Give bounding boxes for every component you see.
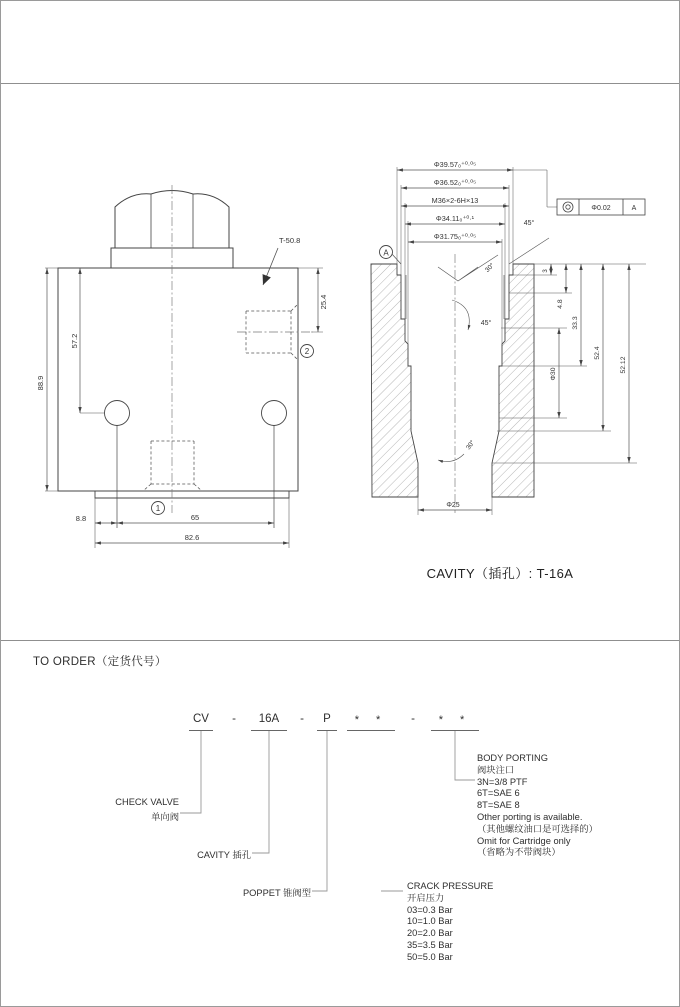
code-dash-2: - [300,713,304,725]
code-model: CV [189,711,213,731]
body-porting-option: （其他螺纹油口是可选择的） [477,823,598,834]
crack-pressure-option: 20=2.0 Bar [407,928,453,939]
angle-seat: 30° [483,261,496,274]
tolerance-datum: A [631,205,637,212]
dim-depth-52-4: 52.4 [594,346,601,360]
angle-chamfer-top: 45° [523,220,535,227]
code-dash-3: - [411,713,415,725]
label-check-valve-zh: 单向阀 [151,812,179,822]
svg-text:A: A [383,248,389,258]
crack-pressure-option: 35=3.5 Bar [407,939,453,950]
concentricity-icon [563,202,573,212]
body-porting-option: 8T=SAE 8 [477,800,520,811]
dim-body-width: 82.6 [184,533,200,542]
crack-pressure-subtitle: 开启压力 [407,892,445,903]
dim-dia-36-52: Φ36.52₀⁺⁰·⁰⁵ [433,178,477,187]
cavity-caption: CAVITY（插孔）: T-16A [426,566,574,581]
body-porting-option: （省略为不带阀块） [477,847,561,858]
dim-hole-spacing: 65 [190,513,200,522]
code-dash-1: - [232,713,236,725]
cavity-wall-left [371,264,418,497]
dim-thread-spec: M36×2-6H×13 [431,196,479,205]
angle-chamfer-bottom: 30° [465,439,477,452]
balloon-1 [152,502,165,515]
dim-dia-39-57: Φ39.57₀⁺⁰·⁰⁵ [433,160,477,169]
code-cavity: 16A [251,711,287,731]
front-view [58,191,301,529]
label-poppet: POPPET 锥阀型 [242,888,311,898]
technical-drawing [1,84,679,640]
thread-size-label: T-50.8 [279,236,301,245]
code-poppet: P [317,711,337,731]
label-cavity: CAVITY 插孔 [197,850,251,860]
technical-drawing-area [1,84,679,640]
crack-pressure-title: CRACK PRESSURE [407,881,494,891]
crack-pressure-block [407,881,493,964]
body-porting-option: 6T=SAE 6 [477,788,520,799]
code-crack-pressure: * * [347,711,395,731]
header-band [1,1,679,84]
dim-dia-25: Φ25 [446,502,460,509]
dim-dia-30: Φ30 [550,367,557,381]
datum-a-balloon [380,246,402,265]
dim-depth-33-3: 33.3 [572,316,579,330]
dim-body-height: 88.9 [36,375,45,391]
crack-pressure-option: 03=0.3 Bar [407,904,453,915]
code-body-porting: * * [431,711,479,731]
angle-chamfer-mid: 45° [480,320,492,327]
dim-dia-31-75: Φ31.75₀⁺⁰·⁰⁵ [433,232,477,241]
body-porting-option: 3N=3/8 PTF [477,776,528,787]
body-porting-title: BODY PORTING [477,753,548,763]
body-porting-block [477,753,598,859]
balloon-2 [301,345,314,358]
svg-text:2: 2 [304,347,310,356]
svg-text:1: 1 [155,504,161,513]
dim-dia-34-11: Φ34.11₀⁺⁰·¹ [435,214,475,223]
cavity-wall-right [492,264,534,497]
body-porting-option: Other porting is available. [477,811,583,822]
order-section-title: TO ORDER（定货代号） [33,656,167,668]
dim-hole-offset: 8.8 [75,514,87,523]
label-check-valve-en: CHECK VALVE [115,797,179,807]
valve-body-outline [58,268,298,491]
order-code-area [1,640,679,1007]
body-porting-option: Omit for Cartridge only [477,835,571,846]
dim-depth-4-8: 4.8 [557,299,564,309]
body-porting-subtitle: 阀块注口 [477,764,515,775]
dim-port-center-height: 57.2 [70,333,79,349]
dim-depth-52-12: 52.12 [620,356,627,374]
tolerance-value: Φ0.02 [591,205,611,212]
crack-pressure-option: 10=1.0 Bar [407,916,453,927]
dim-side-port-height: 25.4 [319,294,328,310]
crack-pressure-option: 50=5.0 Bar [407,951,453,962]
dim-depth-3: 3 [542,269,549,273]
